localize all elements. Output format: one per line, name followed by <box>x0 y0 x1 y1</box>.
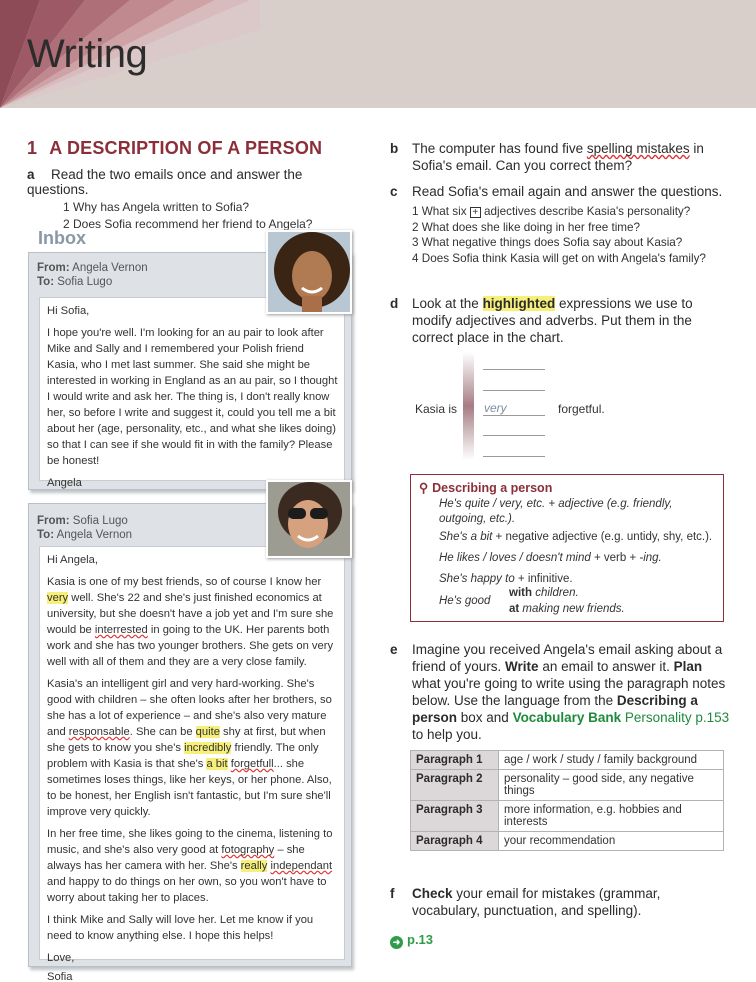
box-title: ⚲ Describing a person <box>419 481 553 495</box>
highlighted-word: very <box>47 592 69 604</box>
email-paragraph-3: In her free time, she likes going to the cinema, listening to music, and she's also very good at fotography – she always has her camera with her. She's really independant and happy to do things on her own, so you won't have to worry about taking her to places. <box>47 828 333 904</box>
highlighted-word: quite <box>195 726 220 738</box>
paragraph-key: Paragraph 2 <box>411 770 499 801</box>
task-letter: c <box>390 184 398 199</box>
blank-line <box>483 456 545 457</box>
blank-line <box>483 390 545 391</box>
section-title-text: A DESCRIPTION OF A PERSON <box>49 138 323 158</box>
paragraph-value: your recommendation <box>499 832 724 851</box>
page-header <box>0 0 756 108</box>
task-b-text: The computer has found five spelling mistakes in Sofia's email. Can you correct them? <box>412 141 704 173</box>
paragraph-value: personality – good side, any negative things <box>499 770 724 801</box>
task-c-question-4: 4 Does Sofia think Kasia will get on with Angela's family? <box>412 251 706 265</box>
email-greeting: Hi Sofia, <box>47 305 90 317</box>
table-row <box>411 751 724 770</box>
page-title: Writing <box>27 32 148 76</box>
misspelled-word: interrested <box>94 624 148 636</box>
email-body <box>39 546 345 982</box>
inbox-label: Inbox <box>38 228 86 248</box>
paragraph-plan-table <box>410 750 724 851</box>
box-line-4: She's happy to + infinitive. <box>439 573 573 585</box>
email-signoff: Sofia <box>47 971 73 982</box>
email-paragraph: I hope you're well. I'm looking for an au pair to look after Mike and Sally and I remembered your Polish friend Kasia, who I met last summer. She said she might be interested in working in England as an au pair, so I thought I would write and ask her. The thing is, I don't really know her, so before I write and suggest it, could you tell me a bit about her (age, personality, etc., and what she likes doing) so that I can see if she would fit in with the family? Please be honest! <box>47 327 338 467</box>
task-letter: d <box>390 296 399 311</box>
email-love: Love, <box>47 952 75 964</box>
misspelled-word: fotography <box>221 844 275 856</box>
email-paragraph-1: Kasia is one of my best friends, so of course I know her very well. She's 22 and she's just finished economics at university, but she doesn't have a job yet and I'm sure she would be interrested in going to the UK. Her parents both work and she has two younger brothers. She gets on very well with all of them and they are a very close family. <box>47 576 334 668</box>
to-label: To: <box>37 529 55 541</box>
task-c-questions <box>412 204 730 266</box>
paragraph-value: more information, e.g. hobbies and interests <box>499 801 724 832</box>
example-answer: very <box>483 401 545 416</box>
box-line-5-option-b: at making new friends. <box>509 603 625 615</box>
from-name: Sofia Lugo <box>72 515 128 527</box>
task-e <box>390 641 730 743</box>
task-a <box>27 167 367 231</box>
misspelled-word: responsable <box>68 726 130 738</box>
section-title <box>27 138 322 159</box>
table-row <box>411 801 724 832</box>
task-e-text: Imagine you received Angela's email asking about a friend of yours. Write an email to answer it. Plan what you're going to write using the paragraph notes below. Use the language from the Describing a person box and Vocabulary Bank Personality p.153 to help you. <box>412 642 730 742</box>
page-reference-text: p.13 <box>407 932 434 947</box>
magnifier-icon: ⚲ <box>419 481 429 495</box>
task-letter: e <box>390 642 398 657</box>
to-name: Sofia Lugo <box>57 276 113 288</box>
email-paragraph-4: I think Mike and Sally will love her. Let me know if you need to know anything else. I hope this helps! <box>47 914 314 942</box>
blank-line <box>483 369 545 370</box>
paragraph-value: age / work / study / family background <box>499 751 724 770</box>
describing-a-person-box <box>410 474 724 622</box>
from-label: From: <box>37 262 70 274</box>
plus-icon: + <box>470 207 481 218</box>
task-d <box>390 295 730 346</box>
chart-left-label: Kasia is <box>415 402 458 416</box>
chart-right-label: forgetful. <box>558 402 605 416</box>
to-label: To: <box>37 276 55 288</box>
section-number: 1 <box>27 138 38 158</box>
email-greeting: Hi Angela, <box>47 554 98 566</box>
task-letter: b <box>390 141 399 156</box>
task-c-text: Read Sofia's email again and answer the questions. <box>412 184 723 199</box>
task-b <box>390 140 730 174</box>
highlighted-word: incredibly <box>184 742 232 754</box>
intensity-bar <box>463 352 474 460</box>
task-f <box>390 885 730 919</box>
task-f-text: Check your email for mistakes (grammar, vocabulary, punctuation, and spelling). <box>412 886 661 918</box>
paragraph-key: Paragraph 3 <box>411 801 499 832</box>
to-name: Angela Vernon <box>56 529 133 541</box>
task-letter: a <box>27 167 35 182</box>
task-a-question-1: 1 Why has Angela written to Sofia? <box>63 200 250 214</box>
task-a-text: Read the two emails once and answer the questions. <box>27 167 303 197</box>
task-c-question-1: 1 What six + adjectives describe Kasia's personality? <box>412 205 691 218</box>
modifier-chart <box>415 352 715 462</box>
paragraph-key: Paragraph 1 <box>411 751 499 770</box>
box-line-1: He's quite / very, etc. + adjective (e.g. friendly, outgoing, etc.). <box>439 498 673 525</box>
email-body <box>39 297 345 489</box>
task-c-question-2: 2 What does she like doing in her free time? <box>412 220 641 234</box>
misspelled-word: forgetfull <box>230 758 274 770</box>
task-c <box>390 183 730 266</box>
page-reference[interactable] <box>390 932 433 949</box>
email-sofia <box>28 503 352 982</box>
box-line-5-option-a: with children. <box>509 587 579 599</box>
task-d-text: Look at the highlighted expressions we use to modify adjectives and adverbs. Put them in the correct place in the chart. <box>412 296 693 345</box>
highlighted-word: a bit <box>206 758 228 770</box>
misspelled-word: independant <box>270 860 333 872</box>
box-line-3: He likes / loves / doesn't mind + verb + -ing. <box>439 552 662 564</box>
paragraph-key: Paragraph 4 <box>411 832 499 851</box>
from-name: Angela Vernon <box>72 262 148 274</box>
email-paragraph-2: Kasia's an intelligent girl and very hard-working. She's good with children – she often looks after her brothers, so she has a lot of experience – and she's also very mature and responsable. She can be quite shy at first, but when she gets to know you she's incredibly friendly. The only problem with Kasia is that she's a bit forgetfull... she sometimes loses things, like her keys, or her phone. Also, to be honest, her English isn't fantastic, but I'm sure she'll improve very quickly. <box>47 678 332 818</box>
highlighted-word: really <box>240 860 268 872</box>
table-row <box>411 832 724 851</box>
table-row <box>411 770 724 801</box>
email-signoff: Angela <box>47 477 82 489</box>
sofia-photo <box>266 480 352 558</box>
arrow-right-icon: ➜ <box>390 936 403 949</box>
task-letter: f <box>390 886 395 901</box>
box-line-2: She's a bit + negative adjective (e.g. untidy, shy, etc.). <box>439 531 713 543</box>
blank-line <box>483 435 545 436</box>
task-a-question-2: 2 Does Sofia recommend her friend to Angela? <box>63 217 313 231</box>
box-line-5: He's good <box>439 595 491 607</box>
angela-photo <box>266 230 352 314</box>
from-label: From: <box>37 515 70 527</box>
task-c-question-3: 3 What negative things does Sofia say about Kasia? <box>412 236 683 249</box>
